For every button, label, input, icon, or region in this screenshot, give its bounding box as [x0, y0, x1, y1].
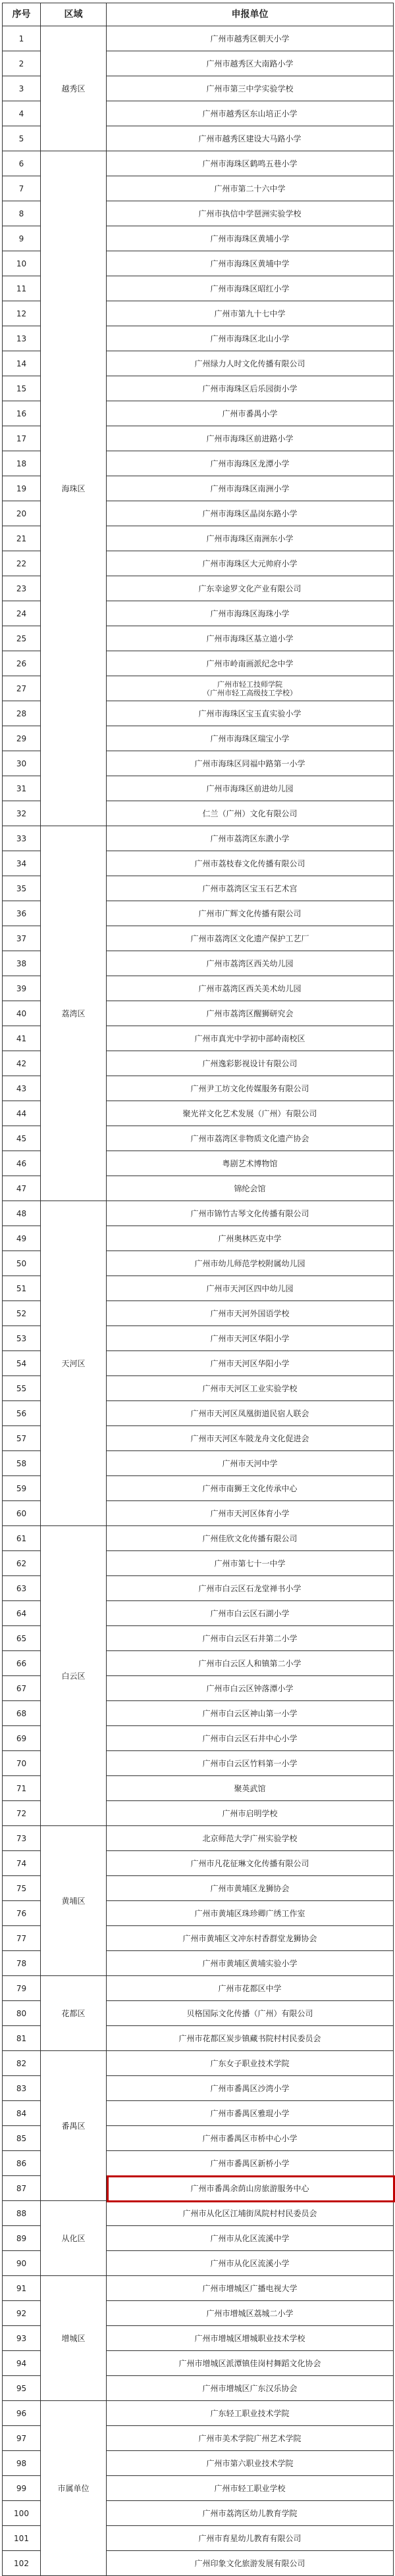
- row-number: 1: [3, 26, 41, 51]
- table-row: [3, 2051, 394, 2076]
- area-cell: 从化区: [41, 2201, 107, 2276]
- row-number: 39: [3, 976, 41, 1001]
- row-number: 41: [3, 1026, 41, 1051]
- table-row: [3, 1826, 394, 1851]
- unit-name: 广州市黄埔区龙狮协会: [107, 1876, 394, 1901]
- row-number: 10: [3, 251, 41, 276]
- unit-name: 广州市越秀区东山培正小学: [107, 101, 394, 126]
- unit-name: 广东轻工职业技术学院: [107, 2401, 394, 2426]
- row-number: 86: [3, 2151, 41, 2176]
- unit-name: 广州市第七十一中学: [107, 1551, 394, 1576]
- unit-name: 广州市番禺余荫山房旅游服务中心: [107, 2176, 394, 2201]
- unit-name: 广州市幼儿师范学校附属幼儿园: [107, 1251, 394, 1276]
- unit-name: 广州市番禺区市桥中心小学: [107, 2126, 394, 2151]
- row-number: 54: [3, 1351, 41, 1376]
- unit-name: 广州市荔湾区文化遗产保护工艺厂: [107, 926, 394, 951]
- table-row: [3, 26, 394, 51]
- unit-name: 广州市天河区体育小学: [107, 1501, 394, 1526]
- unit-name: 广州市花都区炭步镇藏书院村村民委员会: [107, 2026, 394, 2051]
- row-number: 67: [3, 1676, 41, 1701]
- row-number: 53: [3, 1326, 41, 1351]
- unit-name: 广州市轻工技师学院 （广州市轻工高级技工学校）: [107, 676, 394, 701]
- unit-name: 广州市海珠区海珠小学: [107, 601, 394, 626]
- row-number: 13: [3, 326, 41, 351]
- unit-name: 广州市海珠区晶岗东路小学: [107, 501, 394, 526]
- area-cell: 市属单位: [41, 2401, 107, 2576]
- row-number: 102: [3, 2551, 41, 2576]
- table-row: [3, 2401, 394, 2426]
- unit-name: 广州市白云区钟落潭小学: [107, 1676, 394, 1701]
- unit-name: 广州印象文化旅游发展有限公司: [107, 2551, 394, 2576]
- row-number: 58: [3, 1451, 41, 1476]
- unit-name: 广州市黄埔区文冲东村香群堂龙狮协会: [107, 1926, 394, 1951]
- unit-name: 广州市启明学校: [107, 1801, 394, 1826]
- unit-name: 广州市荔湾区东漖小学: [107, 826, 394, 851]
- row-number: 70: [3, 1751, 41, 1776]
- unit-name: 广州市越秀区大南路小学: [107, 51, 394, 76]
- row-number: 45: [3, 1126, 41, 1151]
- header-num: 序号: [3, 3, 41, 26]
- table-row: [3, 2276, 394, 2301]
- row-number: 81: [3, 2026, 41, 2051]
- row-number: 92: [3, 2301, 41, 2326]
- unit-name: 聚光祥文化艺术发展（广州）有限公司: [107, 1101, 394, 1126]
- area-cell: 白云区: [41, 1526, 107, 1826]
- row-number: 96: [3, 2401, 41, 2426]
- row-number: 28: [3, 701, 41, 726]
- unit-name: 广州市花都区中学: [107, 1976, 394, 2001]
- row-number: 61: [3, 1526, 41, 1551]
- row-number: 79: [3, 1976, 41, 2001]
- row-number: 7: [3, 176, 41, 201]
- row-number: 73: [3, 1826, 41, 1851]
- row-number: 89: [3, 2226, 41, 2251]
- unit-name: 广州市天河区工业实验学校: [107, 1376, 394, 1401]
- row-number: 95: [3, 2376, 41, 2401]
- unit-name: 广州市海珠区黄埔中学: [107, 251, 394, 276]
- unit-name: 北京师范大学广州实验学校: [107, 1826, 394, 1851]
- unit-name: 广州市真光中学初中部岭南校区: [107, 1026, 394, 1051]
- area-cell: 黄埔区: [41, 1826, 107, 1976]
- row-number: 27: [3, 676, 41, 701]
- row-number: 50: [3, 1251, 41, 1276]
- row-number: 32: [3, 801, 41, 826]
- row-number: 56: [3, 1401, 41, 1426]
- row-number: 17: [3, 426, 41, 451]
- unit-name: 广州市增城区派潭镇佳岗村舞蹈文化协会: [107, 2351, 394, 2376]
- unit-name: 广州市天河区四中幼儿园: [107, 1276, 394, 1301]
- row-number: 34: [3, 851, 41, 876]
- row-number: 16: [3, 401, 41, 426]
- row-number: 8: [3, 201, 41, 226]
- row-number: 90: [3, 2251, 41, 2276]
- unit-name: 广州市荔湾区宝玉石艺术宫: [107, 876, 394, 901]
- row-number: 12: [3, 301, 41, 326]
- unit-name: 广州市增城区增城职业技术学校: [107, 2326, 394, 2351]
- unit-name: 锦纶会馆: [107, 1176, 394, 1201]
- unit-name: 广州市海珠区龙潭小学: [107, 451, 394, 476]
- unit-name: 广州市黄埔区珠珍卿广绣工作室: [107, 1901, 394, 1926]
- area-cell: 花都区: [41, 1976, 107, 2051]
- row-number: 52: [3, 1301, 41, 1326]
- unit-name: 广州市番禺区雅琨小学: [107, 2101, 394, 2126]
- row-number: 47: [3, 1176, 41, 1201]
- row-number: 26: [3, 651, 41, 676]
- row-number: 60: [3, 1501, 41, 1526]
- unit-name: 广州市白云区石湖小学: [107, 1601, 394, 1626]
- area-cell: 荔湾区: [41, 826, 107, 1201]
- unit-name: 广州市第三中学实验学校: [107, 76, 394, 101]
- table-row: [3, 2201, 394, 2226]
- unit-name: 广州佳欣文化传播有限公司: [107, 1526, 394, 1551]
- unit-name: 广州市海珠区前进幼儿园: [107, 776, 394, 801]
- unit-name: 广州市海珠区后乐园街小学: [107, 376, 394, 401]
- unit-name: 广州市执信中学琶洲实验学校: [107, 201, 394, 226]
- row-number: 33: [3, 826, 41, 851]
- row-number: 22: [3, 551, 41, 576]
- unit-name: 广州市荔湾区西关美术幼儿园: [107, 976, 394, 1001]
- header-unit: 申报单位: [107, 3, 394, 26]
- unit-name: 广州市增城区广播电视大学: [107, 2276, 394, 2301]
- unit-name: 广州市岭南画派纪念中学: [107, 651, 394, 676]
- unit-name: 广州市海珠区大元帅府小学: [107, 551, 394, 576]
- row-number: 6: [3, 151, 41, 176]
- unit-name: 广州奥林匹克中学: [107, 1226, 394, 1251]
- row-number: 9: [3, 226, 41, 251]
- row-number: 14: [3, 351, 41, 376]
- unit-name: 广州市荔湾区幼儿教育学院: [107, 2501, 394, 2526]
- row-number: 51: [3, 1276, 41, 1301]
- row-number: 62: [3, 1551, 41, 1576]
- row-number: 49: [3, 1226, 41, 1251]
- row-number: 2: [3, 51, 41, 76]
- row-number: 99: [3, 2476, 41, 2501]
- row-number: 77: [3, 1926, 41, 1951]
- unit-name: 广州市海珠区黄埔小学: [107, 226, 394, 251]
- row-number: 23: [3, 576, 41, 601]
- row-number: 94: [3, 2351, 41, 2376]
- area-cell: 番禺区: [41, 2051, 107, 2201]
- unit-name: 广州市天河中学: [107, 1451, 394, 1476]
- unit-name: 聚英武馆: [107, 1776, 394, 1801]
- unit-name: 广州市从化区流溪小学: [107, 2251, 394, 2276]
- unit-name: 广州市美术学院广州艺术学院: [107, 2426, 394, 2451]
- row-number: 72: [3, 1801, 41, 1826]
- unit-name: 贝格国际文化传播（广州）有限公司: [107, 2001, 394, 2026]
- row-number: 36: [3, 901, 41, 926]
- unit-name: 广州市天河区华阳小学: [107, 1351, 394, 1376]
- row-number: 19: [3, 476, 41, 501]
- table-body: [3, 26, 394, 2576]
- row-number: 29: [3, 726, 41, 751]
- unit-name: 广州市白云区竹料第一小学: [107, 1751, 394, 1776]
- unit-name: 仁兰（广州）文化有限公司: [107, 801, 394, 826]
- row-number: 78: [3, 1951, 41, 1976]
- row-number: 91: [3, 2276, 41, 2301]
- row-number: 83: [3, 2076, 41, 2101]
- unit-name: 广州市海珠区北山小学: [107, 326, 394, 351]
- row-number: 87: [3, 2176, 41, 2201]
- unit-name: 广州市天河区车陂龙舟文化促进会: [107, 1426, 394, 1451]
- unit-name: 广州绿力人时文化传播有限公司: [107, 351, 394, 376]
- unit-name: 广州市白云区石龙堂禅书小学: [107, 1576, 394, 1601]
- area-cell: 增城区: [41, 2276, 107, 2401]
- row-number: 11: [3, 276, 41, 301]
- row-number: 64: [3, 1601, 41, 1626]
- table-row: [3, 1976, 394, 2001]
- row-number: 97: [3, 2426, 41, 2451]
- row-number: 46: [3, 1151, 41, 1176]
- row-number: 31: [3, 776, 41, 801]
- header-area: 区域: [41, 3, 107, 26]
- unit-name: 广州市荔枝春文化传播有限公司: [107, 851, 394, 876]
- row-number: 80: [3, 2001, 41, 2026]
- row-number: 4: [3, 101, 41, 126]
- unit-name: 广州市海珠区基立道小学: [107, 626, 394, 651]
- row-number: 68: [3, 1701, 41, 1726]
- row-number: 48: [3, 1201, 41, 1226]
- unit-name: 广州市白云区人和镇第二小学: [107, 1651, 394, 1676]
- unit-name: 广州市从化区流溪中学: [107, 2226, 394, 2251]
- row-number: 57: [3, 1426, 41, 1451]
- row-number: 40: [3, 1001, 41, 1026]
- unit-name: 广东女子职业技术学院: [107, 2051, 394, 2076]
- row-number: 44: [3, 1101, 41, 1126]
- row-number: 69: [3, 1726, 41, 1751]
- row-number: 88: [3, 2201, 41, 2226]
- unit-name: 广州市广辉文化传播有限公司: [107, 901, 394, 926]
- row-number: 66: [3, 1651, 41, 1676]
- unit-name: 广州市越秀区建设大马路小学: [107, 126, 394, 151]
- table-row: [3, 151, 394, 176]
- unit-name: 广州市育星幼儿教育有限公司: [107, 2526, 394, 2551]
- unit-name: 广州市增城区广东汉乐协会: [107, 2376, 394, 2401]
- unit-name: 广州市锦竹古琴文化传播有限公司: [107, 1201, 394, 1226]
- unit-name: 广州市白云区石井中心小学: [107, 1726, 394, 1751]
- row-number: 21: [3, 526, 41, 551]
- unit-name: 广州市天河外国语学校: [107, 1301, 394, 1326]
- row-number: 65: [3, 1626, 41, 1651]
- unit-name: 广州市番禺小学: [107, 401, 394, 426]
- unit-name: 广东幸途罗文化产业有限公司: [107, 576, 394, 601]
- row-number: 93: [3, 2326, 41, 2351]
- row-number: 42: [3, 1051, 41, 1076]
- unit-name: 广州市海珠区昭红小学: [107, 276, 394, 301]
- row-number: 5: [3, 126, 41, 151]
- row-number: 30: [3, 751, 41, 776]
- row-number: 63: [3, 1576, 41, 1601]
- row-number: 3: [3, 76, 41, 101]
- unit-name: 广州市黄埔区黄埔实验小学: [107, 1951, 394, 1976]
- row-number: 74: [3, 1851, 41, 1876]
- row-number: 59: [3, 1476, 41, 1501]
- unit-name: 广州市海珠区瑞宝小学: [107, 726, 394, 751]
- unit-name: 广州市南狮王文化传承中心: [107, 1476, 394, 1501]
- row-number: 84: [3, 2101, 41, 2126]
- unit-name: 广州市从化区江埔街凤院村村民委员会: [107, 2201, 394, 2226]
- unit-name: 广州市海珠区前进路小学: [107, 426, 394, 451]
- row-number: 37: [3, 926, 41, 951]
- unit-name: 广州市第二十六中学: [107, 176, 394, 201]
- row-number: 15: [3, 376, 41, 401]
- unit-name: 粤剧艺术博物馆: [107, 1151, 394, 1176]
- header-row: [3, 3, 394, 26]
- unit-name: 广州市海珠区南洲东小学: [107, 526, 394, 551]
- unit-name: 广州市第六职业技术学院: [107, 2451, 394, 2476]
- row-number: 18: [3, 451, 41, 476]
- unit-name: 广州市荔湾区醒狮研究会: [107, 1001, 394, 1026]
- row-number: 43: [3, 1076, 41, 1101]
- row-number: 98: [3, 2451, 41, 2476]
- applicant-table: [2, 3, 394, 2576]
- area-cell: 海珠区: [41, 151, 107, 826]
- unit-name: 广州市凡花征琳文化传播有限公司: [107, 1851, 394, 1876]
- row-number: 24: [3, 601, 41, 626]
- unit-name: 广州市海珠区宝玉直实验小学: [107, 701, 394, 726]
- unit-name: 广州市越秀区朝天小学: [107, 26, 394, 51]
- unit-name: 广州市天河区凤凰街道民宿人联会: [107, 1401, 394, 1426]
- unit-name: 广州市荔湾区西关幼儿园: [107, 951, 394, 976]
- unit-name: 广州市海珠区同福中路第一小学: [107, 751, 394, 776]
- unit-name: 广州市白云区神山第一小学: [107, 1701, 394, 1726]
- row-number: 76: [3, 1901, 41, 1926]
- unit-name: 广州市番禺区沙湾小学: [107, 2076, 394, 2101]
- unit-name: 广州市增城区荔城二小学: [107, 2301, 394, 2326]
- row-number: 25: [3, 626, 41, 651]
- unit-name: 广州尹工坊文化传媒服务有限公司: [107, 1076, 394, 1101]
- unit-name: 广州市第九十七中学: [107, 301, 394, 326]
- row-number: 71: [3, 1776, 41, 1801]
- unit-name: 广州市荔湾区非物质文化遗产协会: [107, 1126, 394, 1151]
- table-row: [3, 1526, 394, 1551]
- unit-name: 广州市白云区石井第二小学: [107, 1626, 394, 1651]
- area-cell: 天河区: [41, 1201, 107, 1526]
- table-row: [3, 1201, 394, 1226]
- row-number: 85: [3, 2126, 41, 2151]
- table-row: [3, 826, 394, 851]
- row-number: 75: [3, 1876, 41, 1901]
- unit-name: 广州市天河区华阳小学: [107, 1326, 394, 1351]
- row-number: 20: [3, 501, 41, 526]
- unit-name: 广州市海珠区鹤鸣五巷小学: [107, 151, 394, 176]
- row-number: 35: [3, 876, 41, 901]
- unit-name: 广州逸彩影视设计有限公司: [107, 1051, 394, 1076]
- row-number: 82: [3, 2051, 41, 2076]
- unit-name: 广州市海珠区南洲小学: [107, 476, 394, 501]
- unit-name: 广州市番禺区新桥小学: [107, 2151, 394, 2176]
- row-number: 55: [3, 1376, 41, 1401]
- unit-name: 广州市轻工职业学校: [107, 2476, 394, 2501]
- row-number: 101: [3, 2526, 41, 2551]
- area-cell: 越秀区: [41, 26, 107, 151]
- row-number: 100: [3, 2501, 41, 2526]
- row-number: 38: [3, 951, 41, 976]
